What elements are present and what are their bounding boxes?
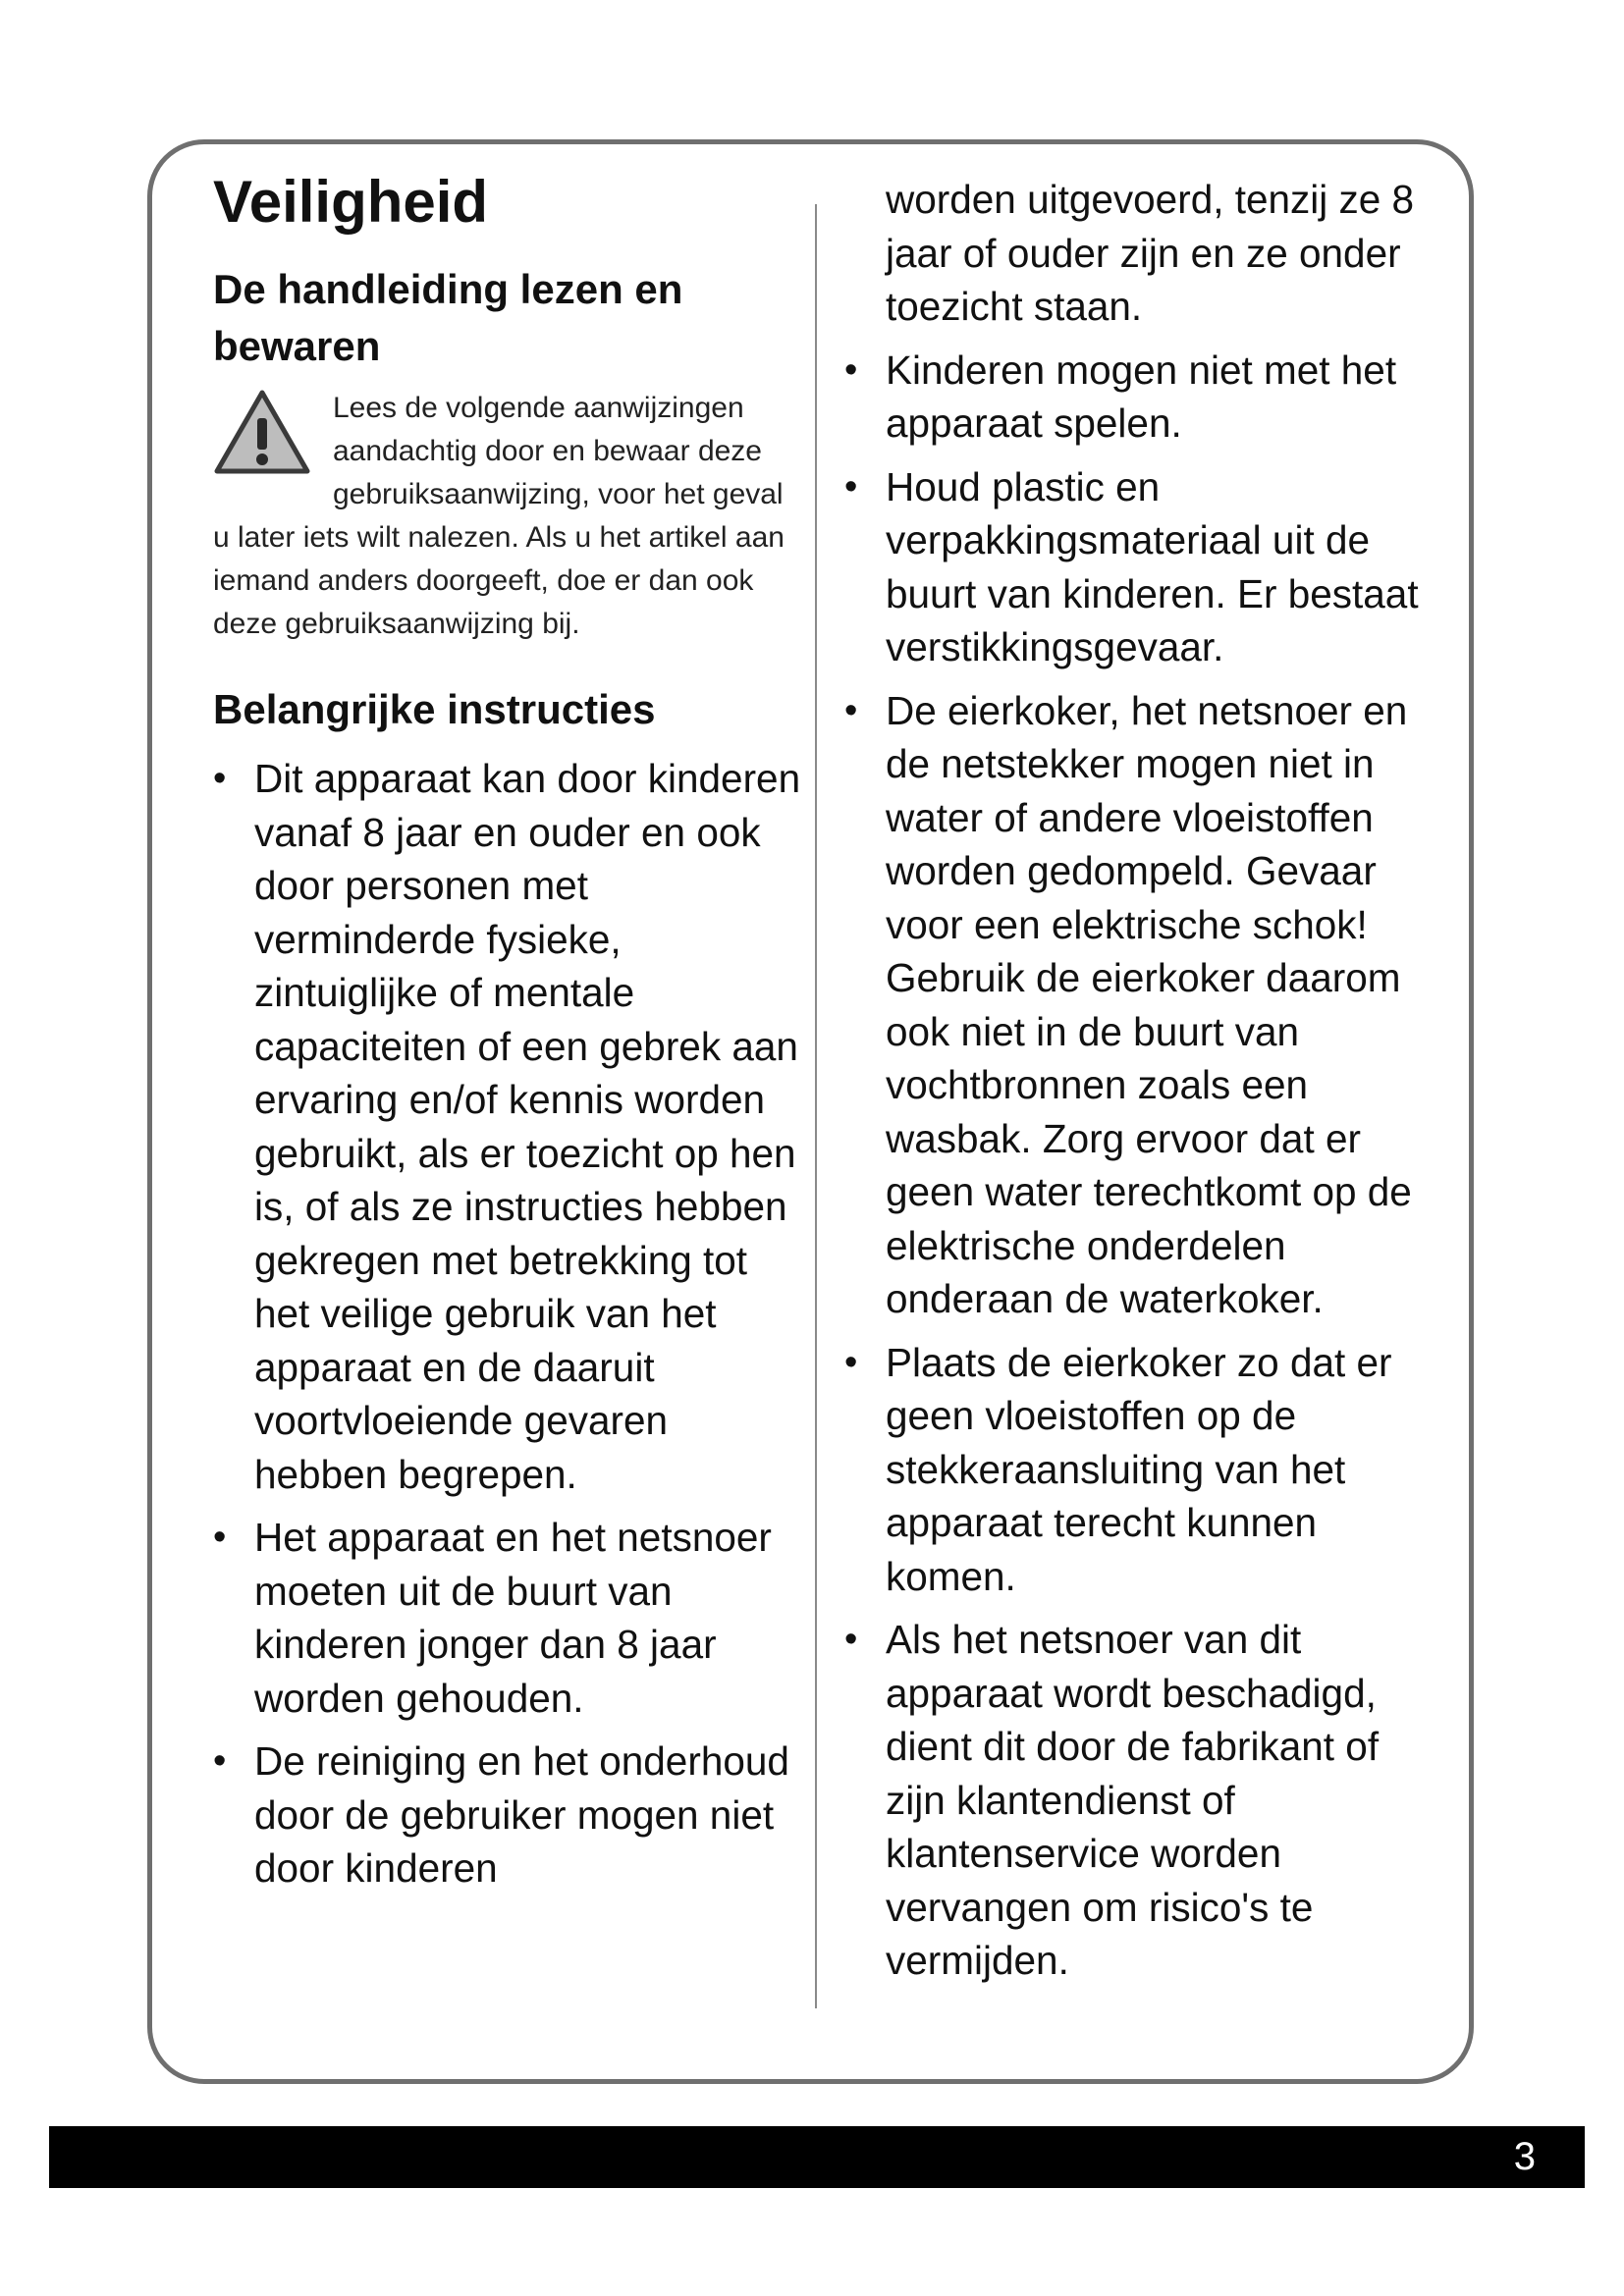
- bullet-icon: •: [844, 689, 858, 731]
- heading-read-manual: De handleiding lezen en bewaren: [213, 266, 683, 369]
- bullet-icon: •: [213, 758, 227, 799]
- column-divider: [815, 204, 817, 2008]
- intro-paragraph: [213, 387, 802, 646]
- left-column: [213, 165, 802, 1905]
- instruction-list-right: [844, 344, 1434, 1988]
- intro-text: Lees de volgende aanwijzingen aandachtig door en bewaar deze gebruiksaanwijzing, voor het geval u later iets wilt nalezen. Als u het artikel aan iemand anders doorgeeft, doe er dan ook deze gebruiksaanwijzing bij.: [213, 392, 785, 640]
- bullet-icon: •: [844, 1619, 858, 1660]
- bullet-icon: •: [844, 1341, 858, 1383]
- right-column: [844, 173, 1434, 1998]
- bullet-icon: •: [844, 348, 858, 391]
- page-number: 3: [1513, 2135, 1536, 2178]
- list-item: • Plaats de eierkoker zo dat er geen vloeistoffen op de stekkeraansluiting van het apparaat terecht kunnen komen.: [844, 1336, 1434, 1604]
- footer-bar: [49, 2126, 1585, 2188]
- instruction-list-left: [213, 752, 802, 1896]
- list-item: • Het apparaat en het netsnoer moeten uit de buurt van kinderen jonger dan 8 jaar worden gehouden.: [213, 1511, 802, 1725]
- list-item: • Dit apparaat kan door kinderen vanaf 8 jaar en ouder en ook door personen met verminderde fysieke, zintuiglijke of mentale capaciteiten of een gebrek aan ervaring en/of kennis worden gebruikt, als er toezicht op hen is, of als ze instructies hebben gekregen met betrekking tot het veilige gebruik van het apparaat en de daaruit voortvloeiende gevaren hebben begrepen.: [213, 752, 802, 1501]
- heading-important-instructions: Belangrijke instructies: [213, 686, 656, 732]
- warning-triangle-icon: [213, 389, 311, 477]
- list-item: • De reiniging en het onderhoud door de gebruiker mogen niet door kinderen: [213, 1735, 802, 1896]
- bullet-icon: •: [213, 1517, 227, 1558]
- list-item: • Als het netsnoer van dit apparaat wordt beschadigd, dient dit door de fabrikant of zijn klantendienst of klantenservice worden vervangen om risico's te vermijden.: [844, 1613, 1434, 1988]
- bullet-icon: •: [844, 465, 858, 507]
- list-item: • De eierkoker, het netsnoer en de netstekker mogen niet in water of andere vloeistoffen worden gedompeld. Gevaar voor een elektrische schok! Gebruik de eierkoker daarom ook niet in de buurt van vochtbronnen zoals een wasbak. Zorg ervoor dat er geen water terechtkomt op de elektrische onderdelen onderaan de waterkoker.: [844, 684, 1434, 1326]
- bullet-icon: •: [213, 1740, 227, 1782]
- list-item: • Kinderen mogen niet met het apparaat spelen.: [844, 344, 1434, 451]
- list-item: • Houd plastic en verpakkingsmateriaal uit de buurt van kinderen. Er bestaat verstikkingsgevaar.: [844, 460, 1434, 674]
- list-item-continuation: worden uitgevoerd, tenzij ze 8 jaar of ouder zijn en ze onder toezicht staan.: [886, 177, 1415, 329]
- page-title: Veiligheid: [213, 169, 489, 235]
